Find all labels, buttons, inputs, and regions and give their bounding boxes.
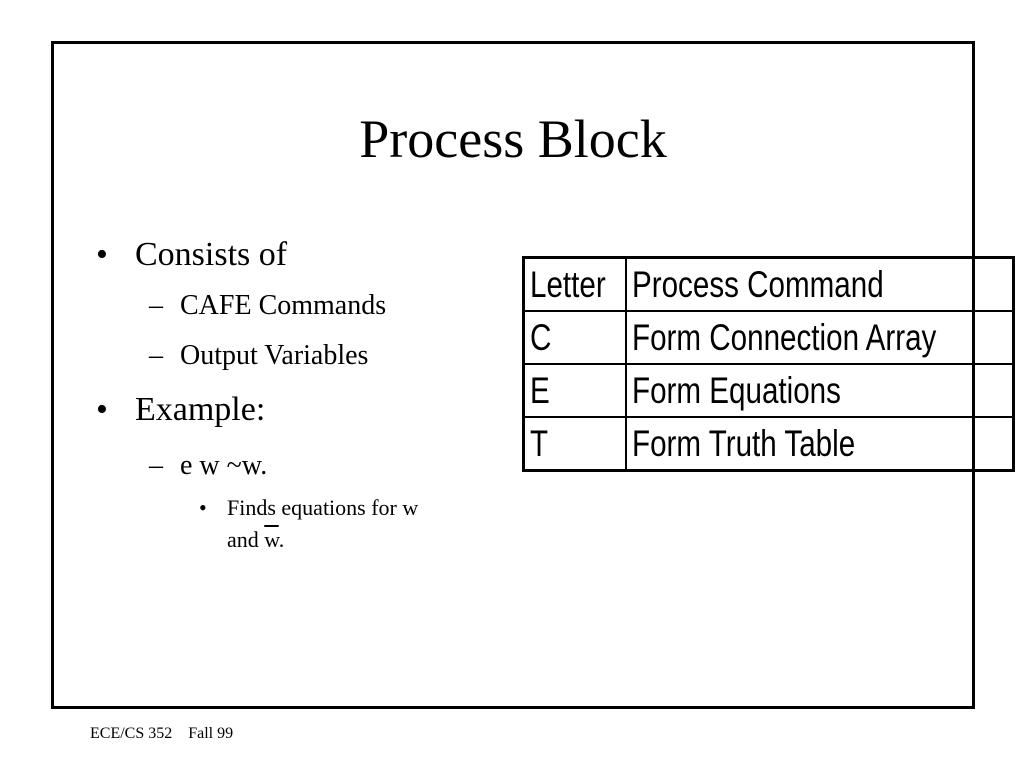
command-cell: Form Equations bbox=[626, 364, 1014, 417]
table-row bbox=[524, 417, 1014, 471]
command-cell: Form Truth Table bbox=[626, 417, 1014, 471]
footer-term: Fall 99 bbox=[188, 725, 234, 742]
slide-footer bbox=[90, 725, 249, 743]
sub-bullet-text: e w ~w. bbox=[180, 450, 268, 481]
column-header-command: Process Command bbox=[626, 258, 1014, 312]
bullet-text: Example: bbox=[135, 391, 266, 428]
dash-icon: – bbox=[149, 290, 163, 321]
command-cell: Form Connection Array bbox=[626, 311, 1014, 364]
letter-cell: C bbox=[524, 311, 626, 364]
bullet-dot-icon: • bbox=[96, 391, 108, 428]
dash-icon: – bbox=[149, 450, 163, 481]
table-row bbox=[524, 311, 1014, 364]
letter-cell: T bbox=[524, 417, 626, 471]
table-header-row bbox=[524, 258, 1014, 312]
footer-course: ECE/CS 352 bbox=[90, 725, 173, 742]
table-row bbox=[524, 364, 1014, 417]
sub-bullet-text: CAFE Commands bbox=[180, 290, 387, 321]
bullet-dot-icon: • bbox=[96, 236, 108, 273]
dash-icon: – bbox=[149, 340, 163, 371]
slide-title: Process Block bbox=[359, 109, 667, 169]
detail-line-1: Finds equations for w bbox=[227, 495, 419, 520]
bullet-text: Consists of bbox=[135, 236, 288, 273]
w-bar-symbol: $\overline{w}$ bbox=[264, 527, 279, 552]
column-header-letter: Letter bbox=[524, 258, 626, 312]
bullet-list bbox=[54, 44, 514, 706]
process-command-table bbox=[522, 256, 1015, 472]
slide-frame bbox=[51, 41, 975, 709]
letter-cell: E bbox=[524, 364, 626, 417]
sub-bullet-text: Output Variables bbox=[180, 340, 369, 371]
detail-line-2: and $\overline{w}$. bbox=[227, 527, 285, 552]
bullet-dot-icon: • bbox=[199, 495, 207, 520]
